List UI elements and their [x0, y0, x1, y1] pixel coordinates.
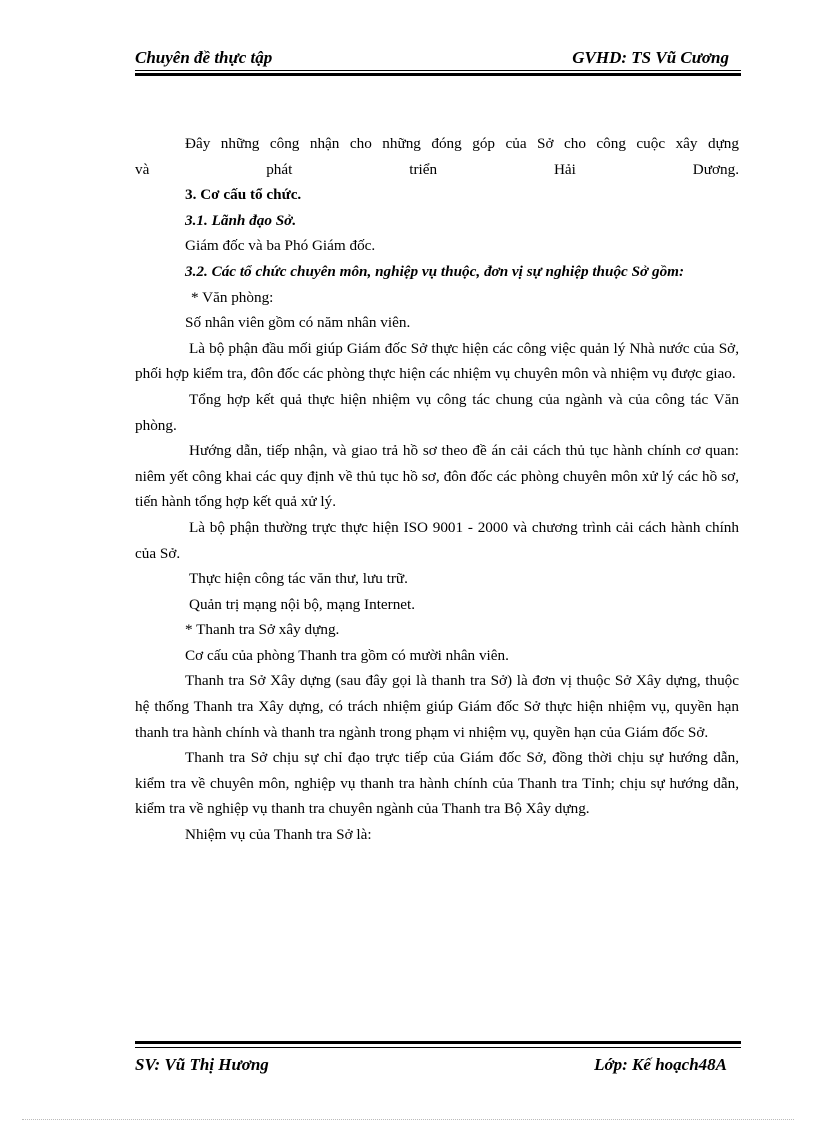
header-advisor: GVHD: TS Vũ Cương — [572, 48, 729, 67]
paragraph-office-duty-2: Tổng hợp kết quả thực hiện nhiệm vụ công tác chung của ngành và của công tác Văn phòng. — [135, 390, 739, 434]
section-inspection-title: * Thanh tra Sở xây dựng. — [185, 621, 340, 639]
heading-departments: 3.2. Các tổ chức chuyên môn, nghiệp vụ thuộc, đơn vị sự nghiệp thuộc Sở gồm: — [185, 262, 685, 280]
paragraph-office-duty-5: Thực hiện công tác văn thư, lưu trữ. — [189, 570, 408, 588]
paragraph-office-duty-1: Là bộ phận đầu mối giúp Giám đốc Sở thực hiện các công việc quản lý Nhà nước của Sở, phối hợp kiểm tra, đôn đốc các phòng thực hiện các nhiệm vụ chuyên môn và nhiệm vụ được giao. — [135, 339, 739, 383]
paragraph-intro-line2: và phát triển Hải Dương. — [135, 160, 739, 178]
header-rule-thin — [135, 70, 741, 71]
heading-org-structure: 3. Cơ cấu tổ chức. — [185, 186, 302, 204]
footer-rule-thin — [135, 1047, 741, 1048]
footer-student: SV: Vũ Thị Hương — [135, 1055, 269, 1074]
page-body — [135, 131, 739, 848]
paragraph-office-duty-6: Quản trị mạng nội bộ, mạng Internet. — [189, 595, 416, 613]
paragraph-office-duty-4: Là bộ phận thường trực thực hiện ISO 9001 - 2000 và chương trình cải cách hành chính của Sở. — [135, 518, 739, 562]
heading-leadership: 3.1. Lãnh đạo Sở. — [185, 211, 297, 229]
paragraph-office-staff: Số nhân viên gồm có năm nhân viên. — [185, 314, 411, 332]
header-title: Chuyên đề thực tập — [135, 48, 273, 67]
paragraph-leadership: Giám đốc và ba Phó Giám đốc. — [185, 237, 376, 255]
paragraph-intro-line1: Đây những công nhận cho những đóng góp của Sở cho công cuộc xây dựng — [185, 135, 739, 152]
paragraph-inspection-3: Nhiệm vụ của Thanh tra Sở là: — [185, 826, 372, 844]
section-office-title: * Văn phòng: — [191, 288, 274, 306]
paragraph-inspection-1: Thanh tra Sở Xây dựng (sau đây gọi là thanh tra Sở) là đơn vị thuộc Sở Xây dựng, thuộc hệ thống Thanh tra Xây dựng, có trách nhiệm giúp Giám đốc Sở thực hiện nhiệm vụ, quyền hạn thanh tra hành chính và thanh tra ngành trong phạm vi nhiệm vụ, quyền hạn của Giám đốc Sở. — [135, 672, 739, 741]
paragraph-inspection-2: Thanh tra Sở chịu sự chỉ đạo trực tiếp của Giám đốc Sở, đồng thời chịu sự hướng dẫn, kiểm tra về chuyên môn, nghiệp vụ thanh tra hành chính của Thanh tra Tỉnh; chịu sự hướng dẫn, kiểm tra về nghiệp vụ thanh tra chuyên ngành của Thanh tra Bộ Xây dựng. — [135, 749, 739, 818]
page-edge-dotted — [22, 1119, 794, 1120]
paragraph-inspection-staff: Cơ cấu của phòng Thanh tra gồm có mười nhân viên. — [185, 646, 509, 664]
page-header — [135, 48, 739, 68]
footer-class: Lớp: Kế hoạch48A — [594, 1055, 727, 1074]
paragraph-office-duty-3: Hướng dẫn, tiếp nhận, và giao trả hồ sơ theo đề án cải cách thủ tục hành chính cơ quan: niêm yết công khai các quy định về thủ tục hồ sơ, đôn đốc các phòng chuyên môn xử lý các hồ sơ, tiến hành tổng hợp kết quả xử lý. — [135, 442, 739, 511]
page-footer — [135, 1055, 739, 1075]
footer-rule-thick — [135, 1041, 741, 1044]
header-rule-thick — [135, 73, 741, 76]
